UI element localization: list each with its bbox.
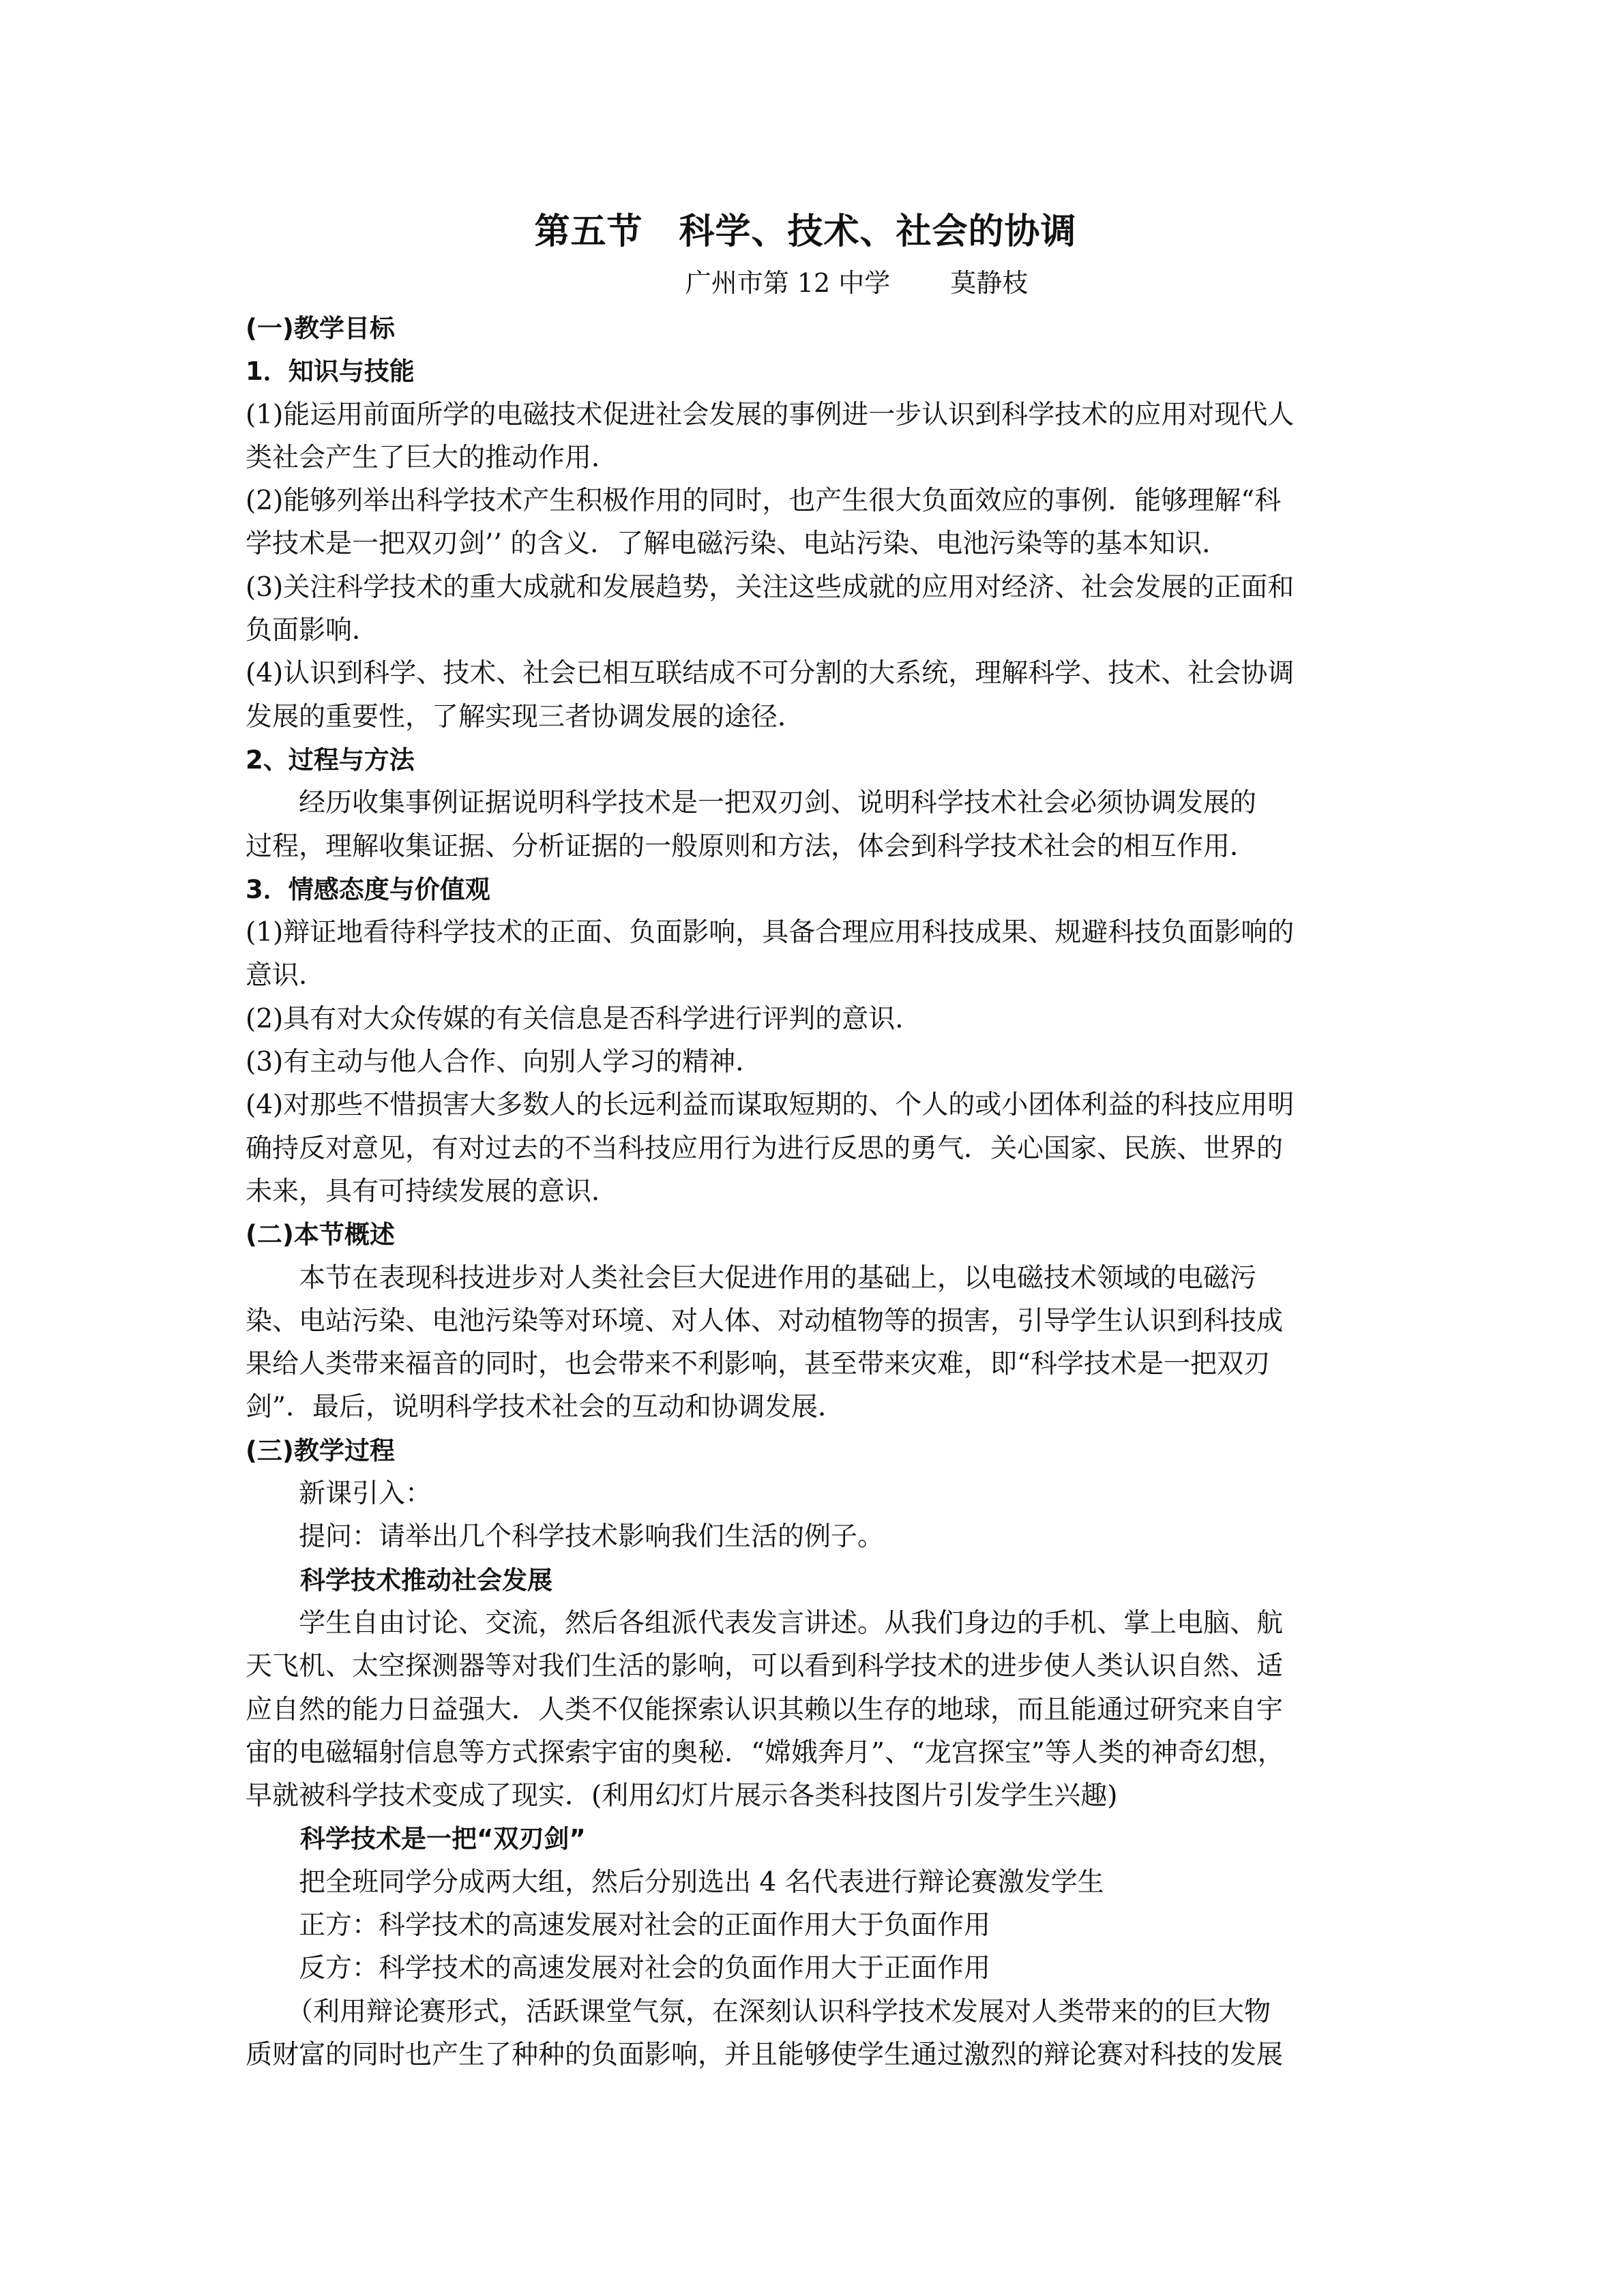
text-line: 发展的重要性，了解实现三者协调发展的途径．: [246, 701, 805, 732]
text-line: （利用辩论赛形式，活跃课堂气氛，在深刻认识科学技术发展对人类带来的的巨大物: [286, 1996, 1271, 2027]
document-title: 第五节 科学、技术、社会的协调: [534, 211, 1077, 252]
section-heading: 1．知识与技能: [246, 357, 415, 387]
text-line: 质财富的同时也产生了种种的负面影响，并且能够使学生通过激烈的辩论赛对科技的发展: [246, 2039, 1284, 2070]
text-line: (1)能运用前面所学的电磁技术促进社会发展的事例进一步认识到科学技术的应用对现代人: [246, 399, 1295, 430]
text-line: (2)具有对大众传媒的有关信息是否科学进行评判的意识．: [246, 1003, 922, 1034]
text-line: (2)能够列举出科学技术产生积极作用的同时，也产生很大负面效应的事例．能够理解“科: [246, 486, 1282, 517]
text-line: 早就被科学技术变成了现实．(利用幻灯片展示各类科技图片引发学生兴趣): [246, 1780, 1118, 1812]
section-heading: 3．情感态度与价值观: [246, 874, 490, 904]
text-line: (4)认识到科学、技术、社会已相互联结成不可分割的大系统，理解科学、技术、社会协调: [246, 658, 1295, 689]
section-heading: (三)教学过程: [246, 1435, 395, 1465]
text-line: 果给人类带来福音的同时，也会带来不利影响，甚至带来灾难，即“科学技术是一把双刃: [246, 1349, 1270, 1380]
text-line: 正方：科学技术的高速发展对社会的正面作用大于负面作用: [299, 1909, 991, 1941]
document-page: [246, 205, 1379, 2076]
text-line: (4)对那些不惜损害大多数人的长远利益而谋取短期的、个人的或小团体利益的科技应用明: [246, 1090, 1295, 1121]
text-line: 学生自由讨论、交流，然后各组派代表发言讲述。从我们身边的手机、掌上电脑、航: [299, 1607, 1284, 1639]
section-heading: (二)本节概述: [246, 1220, 395, 1250]
text-line: 反方：科学技术的高速发展对社会的负面作用大于正面作用: [299, 1953, 991, 1984]
text-line: 意识．: [246, 960, 326, 992]
text-line: 经历收集事例证据说明科学技术是一把双刃剑、说明科学技术社会必须协调发展的: [299, 788, 1257, 819]
text-line: 把全班同学分成两大组，然后分别选出 4 名代表进行辩论赛激发学生: [299, 1866, 1104, 1898]
text-line: 宙的电磁辐射信息等方式探索宇宙的奥秘．“嫦娥奔月”、“龙宫探宝”等人类的神奇幻想，: [246, 1737, 1284, 1768]
text-line: 天飞机、太空探测器等对我们生活的影响，可以看到科学技术的进步使人类认识自然、适: [246, 1651, 1284, 1682]
text-line: (1)辩证地看待科学技术的正面、负面影响，具备合理应用科技成果、规避科技负面影响的: [246, 917, 1295, 949]
text-line: 确持反对意见，有对过去的不当科技应用行为进行反思的勇气．关心国家、民族、世界的: [246, 1133, 1284, 1164]
text-line: 应自然的能力日益强大．人类不仅能探索认识其赖以生存的地球，而且能通过研究来自宇: [246, 1694, 1284, 1725]
text-line: 类社会产生了巨大的推动作用．: [246, 442, 619, 473]
text-line: 新课引入：: [299, 1478, 432, 1510]
section-heading: 科学技术推动社会发展: [300, 1565, 552, 1595]
text-line: 学技术是一把双刃剑’’ 的含义．了解电磁污染、电站污染、电池污染等的基本知识．: [246, 528, 1229, 560]
document-body: [246, 307, 1379, 2076]
section-heading: 科学技术是一把“双刃剑”: [300, 1824, 586, 1854]
text-line: 本节在表现科技进步对人类社会巨大促进作用的基础上，以电磁技术领域的电磁污: [299, 1262, 1257, 1294]
text-line: 剑”．最后，说明科学技术社会的互动和协调发展．: [246, 1392, 844, 1423]
text-line: (3)有主动与他人合作、向别人学习的精神．: [246, 1047, 763, 1078]
section-heading: 2、过程与方法: [246, 745, 415, 775]
text-line: 过程，理解收集证据、分析证据的一般原则和方法，体会到科学技术社会的相互作用．: [246, 831, 1257, 862]
section-heading: (一)教学目标: [246, 314, 395, 343]
text-line: 负面影响．: [246, 615, 379, 646]
text-line: 未来，具有可持续发展的意识．: [246, 1176, 619, 1207]
text-line: 提问：请举出几个科学技术影响我们生活的例子。: [299, 1521, 885, 1553]
author-line: 广州市第 12 中学 莫静枝: [685, 268, 1029, 298]
text-line: (3)关注科学技术的重大成就和发展趋势，关注这些成就的应用对经济、社会发展的正面和: [246, 571, 1295, 603]
text-line: 染、电站污染、电池污染等对环境、对人体、对动植物等的损害，引导学生认识到科技成: [246, 1305, 1284, 1337]
